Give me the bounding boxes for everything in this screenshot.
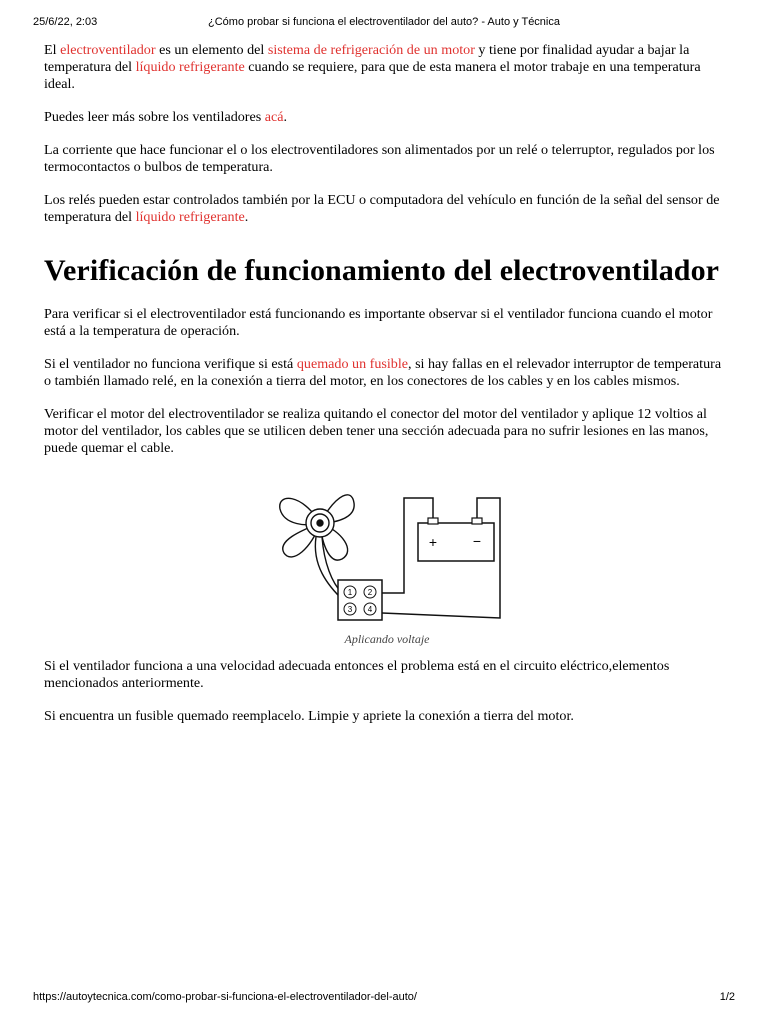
paragraph-replace-fuse: Si encuentra un fusible quemado reemplacelo. Limpie y apriete la conexión a tierra del motor. [44,708,574,724]
print-page-title: ¿Cómo probar si funciona el electroventilador del auto? - Auto y Técnica [208,16,560,28]
paragraph-verify: Para verificar si el electroventilador está funcionando es importante observar si el ventilador funciona cuando el motor está a la temperatura de operación. [44,306,713,339]
section-heading: Verificación de funcionamiento del electroventilador [44,254,720,287]
svg-text:3: 3 [347,605,353,614]
link-aca[interactable]: acá [264,109,284,125]
svg-text:−: − [472,533,482,549]
print-footer [33,991,735,1007]
fan-battery-diagram [272,473,502,633]
battery-icon [418,518,494,561]
svg-text:1: 1 [347,588,353,597]
paragraph-intro: El electroventilador es un elemento del sistema de refrigeración de un motor y tiene por finalidad ayudar a bajar la temperatura del líquido refrigerante cuando se requiere, para que de esta manera el motor trabaje en una temperatura ideal. [44,42,701,92]
wiring-figure [44,473,730,648]
print-page-number: 1/2 [719,991,735,1003]
connector-icon [338,580,382,620]
svg-text:2: 2 [367,588,373,597]
print-header [33,16,735,32]
print-url: https://autoytecnica.com/como-probar-si-funciona-el-electroventilador-del-auto/ [33,991,417,1003]
article-body [44,42,730,741]
paragraph-motor-test: Verificar el motor del electroventilador se realiza quitando el conector del motor del ventilador y aplique 12 voltios al motor del ventilador, los cables que se utilicen deben tener una sección adecuada para no sufrir lesiones en las manos, puede quemar el cable. [44,406,709,456]
paragraph-relays: Los relés pueden estar controlados también por la ECU o computadora del vehículo en función de la señal del sensor de temperatura del líquido refrigerante. [44,192,720,225]
paragraph-speed: Si el ventilador funciona a una velocidad adecuada entonces el problema está en el circuito eléctrico,elementos mencionados anteriormente. [44,658,670,691]
paragraph-current: La corriente que hace funcionar el o los electroventiladores son alimentados por un relé o telerruptor, regulados por los termocontactos o bulbos de temperatura. [44,142,715,175]
link-electroventilador[interactable]: electroventilador [60,42,156,58]
link-quemado-fusible[interactable]: quemado un fusible [296,356,409,372]
svg-text:4: 4 [367,605,373,614]
svg-text:+: + [428,534,438,550]
link-liquido-refrigerante-2[interactable]: líquido refrigerante [135,209,245,225]
print-datetime: 25/6/22, 2:03 [33,16,98,28]
fan-icon [280,495,354,560]
link-liquido-refrigerante[interactable]: líquido refrigerante [135,59,245,75]
figure-caption: Aplicando voltaje [344,632,430,646]
link-sistema-refrigeracion[interactable]: sistema de refrigeración de un motor [267,42,475,58]
paragraph-fuse: Si el ventilador no funciona verifique si está quemado un fusible, si hay fallas en el relevador interruptor de temperatura o también llamado relé, en la conexión a tierra del motor, en los conectores de los cables y en los cables mismos. [44,356,722,389]
paragraph-read-more: Puedes leer más sobre los ventiladores acá. [44,109,288,125]
